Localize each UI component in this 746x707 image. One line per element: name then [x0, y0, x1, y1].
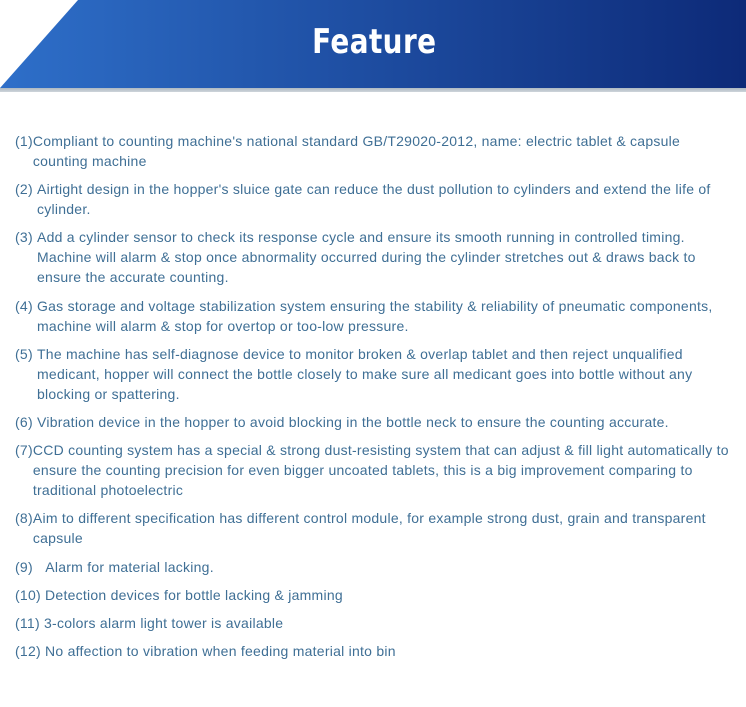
feature-text: The machine has self-diagnose device to monitor broken & overlap tablet and then reject unqualified medicant, hopper will connect the bottle closely to make sure all medicant goes into bottle without any blocking or spattering. — [37, 345, 693, 402]
feature-text: 3-colors alarm light tower is available — [44, 614, 284, 631]
feature-number: (1) — [15, 133, 33, 149]
feature-item — [15, 557, 733, 577]
feature-item — [15, 227, 733, 287]
feature-text: Detection devices for bottle lacking & jamming — [45, 586, 343, 603]
feature-item — [15, 585, 733, 605]
feature-number: (8) — [15, 510, 33, 527]
banner-title: Feature — [312, 22, 437, 62]
feature-number: (6) — [15, 413, 37, 430]
feature-item — [15, 131, 733, 171]
feature-item — [15, 508, 733, 548]
feature-text: CCD counting system has a special & strong dust-resisting system that can adjust & fill light automatically to ensure the counting precision for even bigger uncoated tablets, this is a big improvement comparing to traditional photoelectric — [32, 442, 729, 499]
feature-text: Vibration device in the hopper to avoid blocking in the bottle neck to ensure the counting accurate. — [37, 413, 669, 430]
feature-number: (4) — [15, 297, 37, 314]
feature-item — [15, 344, 733, 404]
feature-text: Airtight design in the hopper's sluice gate can reduce the dust pollution to cylinders and extend the life of cylinder. — [37, 181, 711, 218]
feature-item — [15, 613, 733, 633]
feature-banner — [0, 0, 746, 92]
feature-number: (5) — [15, 345, 37, 362]
feature-text: Alarm for material lacking. — [45, 558, 214, 575]
feature-list — [15, 131, 733, 669]
feature-number: (2) — [15, 181, 37, 198]
feature-text: No affection to vibration when feeding material into bin — [45, 643, 396, 660]
feature-text: Compliant to counting machine's national standard GB/T29020-2012, name: electric tablet & capsule counting machine — [32, 133, 681, 169]
feature-number: (10) — [15, 586, 46, 603]
feature-number: (11) — [15, 614, 44, 631]
feature-item — [15, 440, 733, 500]
feature-number: (12) — [15, 643, 46, 660]
feature-text: Gas storage and voltage stabilization system ensuring the stability & reliability of pneumatic components, machine will alarm & stop for overtop or too-low pressure. — [37, 297, 713, 334]
feature-text: Add a cylinder sensor to check its response cycle and ensure its smooth running in controlled timing. Machine will alarm & stop once abnormality occurred during the cylinder stretches out & draws back to ensure the accurate counting. — [37, 229, 696, 286]
feature-text: Aim to different specification has different control module, for example strong dust, grain and transparent capsule — [32, 510, 706, 547]
feature-number: (7) — [15, 442, 33, 459]
feature-item — [15, 412, 733, 432]
feature-item — [15, 641, 733, 661]
feature-number: (9) — [15, 558, 46, 575]
feature-item — [15, 296, 733, 336]
feature-item — [15, 179, 733, 219]
feature-number: (3) — [15, 229, 37, 246]
